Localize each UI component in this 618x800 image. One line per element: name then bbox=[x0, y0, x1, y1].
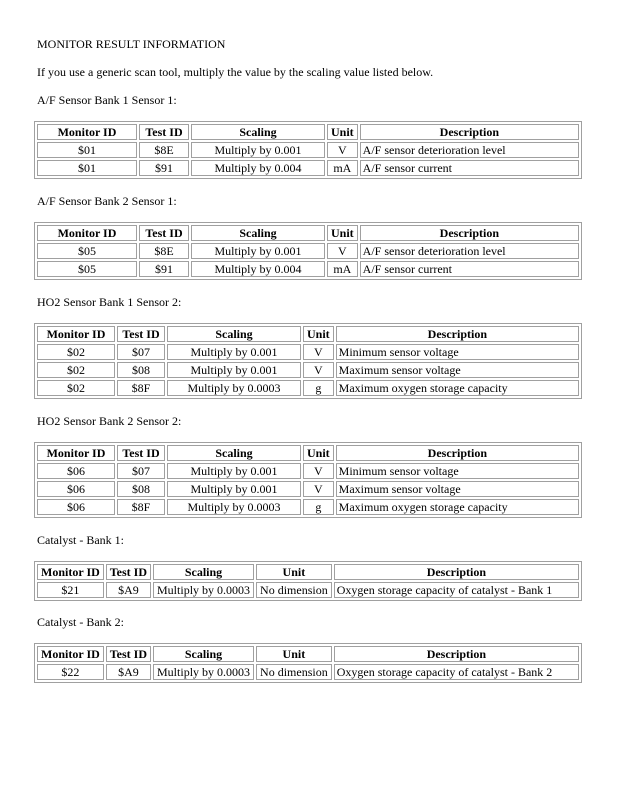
cell-scaling: Multiply by 0.001 bbox=[167, 481, 301, 497]
header-test-id: Test ID bbox=[106, 564, 151, 580]
table-catalyst-bank2 bbox=[34, 643, 582, 683]
cell-description: Maximum sensor voltage bbox=[336, 362, 579, 378]
header-scaling: Scaling bbox=[167, 445, 301, 461]
section-label-ho2-bank2: HO2 Sensor Bank 2 Sensor 2: bbox=[37, 414, 182, 428]
header-unit: Unit bbox=[303, 326, 334, 342]
cell-description: Maximum sensor voltage bbox=[336, 481, 579, 497]
cell-scaling: Multiply by 0.001 bbox=[191, 142, 325, 158]
header-description: Description bbox=[360, 124, 579, 140]
cell-unit: V bbox=[303, 362, 334, 378]
cell-monitor-id: $01 bbox=[37, 142, 137, 158]
table-header-row bbox=[37, 124, 579, 140]
cell-test-id: $07 bbox=[117, 463, 165, 479]
cell-description: A/F sensor current bbox=[360, 160, 579, 176]
header-test-id: Test ID bbox=[106, 646, 151, 662]
table-row bbox=[37, 261, 579, 277]
cell-description: A/F sensor deterioration level bbox=[360, 142, 579, 158]
cell-unit: No dimension bbox=[256, 582, 332, 598]
section-label-af-bank1: A/F Sensor Bank 1 Sensor 1: bbox=[37, 93, 177, 107]
cell-description: Oxygen storage capacity of catalyst - Bank 2 bbox=[334, 664, 579, 680]
header-unit: Unit bbox=[256, 564, 332, 580]
cell-test-id: $07 bbox=[117, 344, 165, 360]
header-unit: Unit bbox=[303, 445, 334, 461]
cell-unit: V bbox=[303, 481, 334, 497]
cell-monitor-id: $06 bbox=[37, 499, 115, 515]
cell-test-id: $A9 bbox=[106, 582, 151, 598]
cell-unit: g bbox=[303, 499, 334, 515]
cell-test-id: $08 bbox=[117, 362, 165, 378]
cell-monitor-id: $02 bbox=[37, 380, 115, 396]
table-row bbox=[37, 243, 579, 259]
header-test-id: Test ID bbox=[139, 225, 189, 241]
cell-description: Oxygen storage capacity of catalyst - Bank 1 bbox=[334, 582, 579, 598]
table-af-bank2 bbox=[34, 222, 582, 280]
table-row bbox=[37, 582, 579, 598]
intro-text: If you use a generic scan tool, multiply the value by the scaling value listed below. bbox=[37, 65, 434, 79]
cell-monitor-id: $21 bbox=[37, 582, 104, 598]
table-ho2-bank2 bbox=[34, 442, 582, 518]
table-row bbox=[37, 664, 579, 680]
header-description: Description bbox=[334, 564, 579, 580]
header-monitor-id: Monitor ID bbox=[37, 646, 104, 662]
header-monitor-id: Monitor ID bbox=[37, 564, 104, 580]
header-description: Description bbox=[360, 225, 579, 241]
cell-unit: V bbox=[303, 463, 334, 479]
header-unit: Unit bbox=[327, 124, 358, 140]
cell-test-id: $91 bbox=[139, 160, 189, 176]
header-scaling: Scaling bbox=[167, 326, 301, 342]
cell-description: Maximum oxygen storage capacity bbox=[336, 499, 579, 515]
page-title: MONITOR RESULT INFORMATION bbox=[37, 37, 226, 51]
header-description: Description bbox=[336, 445, 579, 461]
header-test-id: Test ID bbox=[117, 445, 165, 461]
cell-description: Maximum oxygen storage capacity bbox=[336, 380, 579, 396]
cell-unit: mA bbox=[327, 261, 358, 277]
header-unit: Unit bbox=[256, 646, 332, 662]
header-description: Description bbox=[336, 326, 579, 342]
cell-monitor-id: $06 bbox=[37, 481, 115, 497]
cell-unit: V bbox=[327, 243, 358, 259]
table-row bbox=[37, 362, 579, 378]
cell-description: A/F sensor current bbox=[360, 261, 579, 277]
cell-monitor-id: $05 bbox=[37, 261, 137, 277]
table-row bbox=[37, 481, 579, 497]
section-label-catalyst-bank2: Catalyst - Bank 2: bbox=[37, 615, 124, 629]
cell-description: A/F sensor deterioration level bbox=[360, 243, 579, 259]
table-catalyst-bank1 bbox=[34, 561, 582, 601]
table-row bbox=[37, 499, 579, 515]
cell-monitor-id: $05 bbox=[37, 243, 137, 259]
table-row bbox=[37, 160, 579, 176]
cell-scaling: Multiply by 0.0003 bbox=[153, 582, 254, 598]
table-af-bank1 bbox=[34, 121, 582, 179]
cell-test-id: $8E bbox=[139, 243, 189, 259]
cell-scaling: Multiply by 0.004 bbox=[191, 160, 325, 176]
table-header-row bbox=[37, 225, 579, 241]
table-header-row bbox=[37, 326, 579, 342]
header-test-id: Test ID bbox=[117, 326, 165, 342]
cell-unit: V bbox=[303, 344, 334, 360]
header-scaling: Scaling bbox=[153, 564, 254, 580]
table-row bbox=[37, 380, 579, 396]
header-scaling: Scaling bbox=[153, 646, 254, 662]
table-row bbox=[37, 142, 579, 158]
cell-monitor-id: $06 bbox=[37, 463, 115, 479]
table-header-row bbox=[37, 646, 579, 662]
header-description: Description bbox=[334, 646, 579, 662]
section-label-catalyst-bank1: Catalyst - Bank 1: bbox=[37, 533, 124, 547]
header-unit: Unit bbox=[327, 225, 358, 241]
header-monitor-id: Monitor ID bbox=[37, 225, 137, 241]
cell-scaling: Multiply by 0.004 bbox=[191, 261, 325, 277]
cell-scaling: Multiply by 0.0003 bbox=[167, 380, 301, 396]
cell-test-id: $08 bbox=[117, 481, 165, 497]
header-monitor-id: Monitor ID bbox=[37, 445, 115, 461]
cell-description: Minimum sensor voltage bbox=[336, 344, 579, 360]
cell-test-id: $8E bbox=[139, 142, 189, 158]
header-scaling: Scaling bbox=[191, 124, 325, 140]
cell-scaling: Multiply by 0.001 bbox=[167, 344, 301, 360]
header-scaling: Scaling bbox=[191, 225, 325, 241]
cell-scaling: Multiply by 0.001 bbox=[167, 362, 301, 378]
table-ho2-bank1 bbox=[34, 323, 582, 399]
cell-description: Minimum sensor voltage bbox=[336, 463, 579, 479]
cell-unit: No dimension bbox=[256, 664, 332, 680]
header-monitor-id: Monitor ID bbox=[37, 124, 137, 140]
table-header-row bbox=[37, 564, 579, 580]
cell-monitor-id: $02 bbox=[37, 344, 115, 360]
table-row bbox=[37, 344, 579, 360]
section-label-ho2-bank1: HO2 Sensor Bank 1 Sensor 2: bbox=[37, 295, 182, 309]
cell-test-id: $8F bbox=[117, 380, 165, 396]
cell-scaling: Multiply by 0.0003 bbox=[167, 499, 301, 515]
cell-scaling: Multiply by 0.0003 bbox=[153, 664, 254, 680]
cell-monitor-id: $01 bbox=[37, 160, 137, 176]
cell-scaling: Multiply by 0.001 bbox=[167, 463, 301, 479]
section-label-af-bank2: A/F Sensor Bank 2 Sensor 1: bbox=[37, 194, 177, 208]
header-monitor-id: Monitor ID bbox=[37, 326, 115, 342]
cell-test-id: $8F bbox=[117, 499, 165, 515]
cell-test-id: $A9 bbox=[106, 664, 151, 680]
cell-unit: mA bbox=[327, 160, 358, 176]
table-row bbox=[37, 463, 579, 479]
cell-monitor-id: $22 bbox=[37, 664, 104, 680]
cell-unit: V bbox=[327, 142, 358, 158]
cell-test-id: $91 bbox=[139, 261, 189, 277]
table-header-row bbox=[37, 445, 579, 461]
cell-scaling: Multiply by 0.001 bbox=[191, 243, 325, 259]
cell-monitor-id: $02 bbox=[37, 362, 115, 378]
cell-unit: g bbox=[303, 380, 334, 396]
header-test-id: Test ID bbox=[139, 124, 189, 140]
